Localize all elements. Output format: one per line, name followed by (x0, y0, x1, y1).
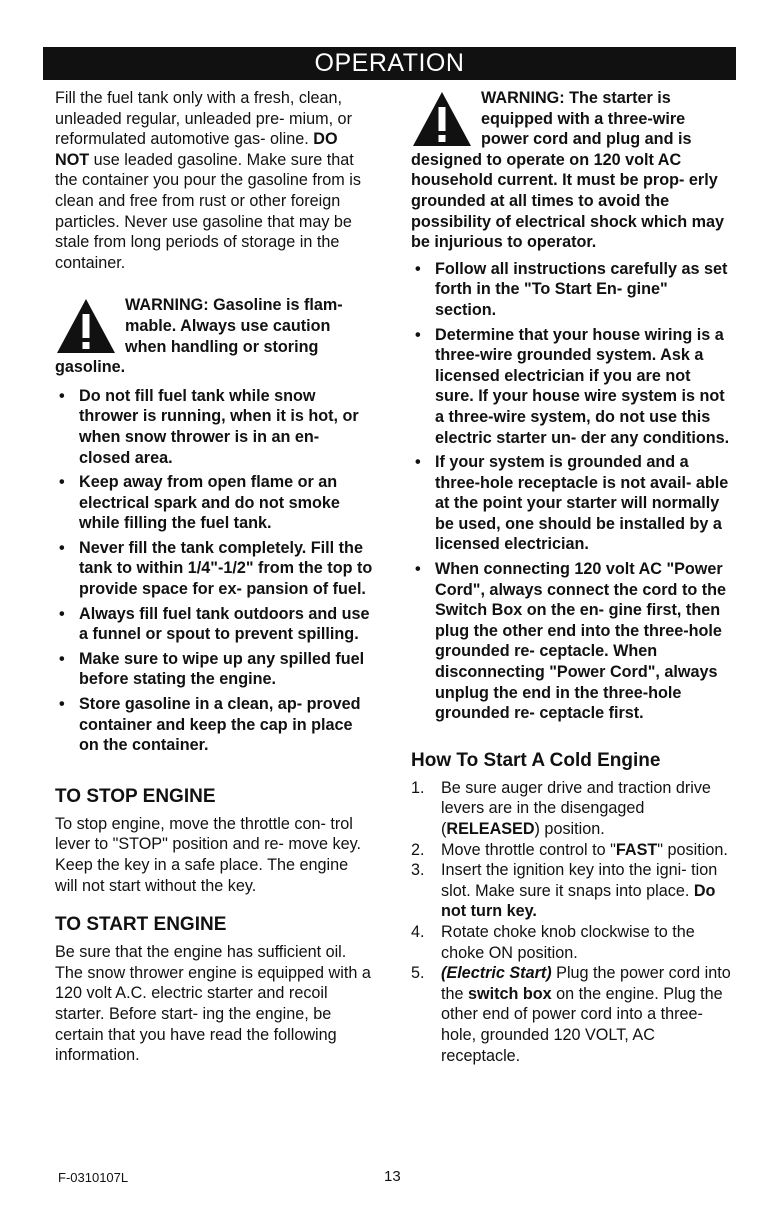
left-column (55, 88, 373, 1066)
step-item: 5. (Electric Start) Plug the power cord into the switch box on the engine. Plug the other end of power cord into a three-hole, grounded 120 VOLT, AC receptacle. (411, 964, 731, 1065)
electrical-safety-list (411, 259, 733, 724)
gasoline-warning (55, 295, 373, 377)
cold-start-steps (411, 778, 733, 1066)
document-code: F-0310107L (58, 1170, 129, 1185)
start-engine-text: Be sure that the engine has sufficient oil. The snow thrower engine is equipped with a 120 volt A.C. electric starter and recoil starter. Before start- ing the engine, be certain that you have read the following information. (55, 943, 371, 1065)
page-title: OPERATION (314, 49, 465, 77)
right-column (411, 88, 733, 1066)
starter-warning (411, 88, 733, 253)
stop-engine-heading: TO STOP ENGINE (55, 785, 216, 807)
list-item: • If your system is grounded and a three-hole receptacle is not avail- able at the point your starter will normally be used, one should be installed by a licensed electrician. (411, 452, 733, 555)
warning-triangle-icon (411, 90, 473, 148)
step-item: 3. Insert the ignition key into the igni- tion slot. Make sure it snaps into place. Do not turn key. (411, 861, 718, 921)
step-item: 2. Move throttle control to "FAST" position. (411, 840, 728, 859)
step-item: 4. Rotate choke knob clockwise to the choke ON position. (411, 922, 695, 962)
list-item: • Determine that your house wiring is a three-wire grounded system. Ask a licensed electrician if you are not sure. If your house wire system is not a three-wire system, do not use this electric starter un- der any conditions. (411, 325, 733, 449)
list-item: • Follow all instructions carefully as set forth in the "To Start En- gine" section. (411, 259, 733, 321)
start-engine-heading: TO START ENGINE (55, 914, 227, 936)
starter-warning-text: WARNING: The starter is equipped with a three-wire power cord and plug and is designed to operate on 120 volt AC household current. It must be prop- erly grounded at all times to avoid the possibility of electrical shock which may be injurious to operator. (411, 89, 725, 252)
list-item: • Never fill the tank completely. Fill the tank to within 1/4"-1/2" from the top to provide space for ex- pansion of fuel. (55, 538, 373, 600)
warning-triangle-icon (55, 297, 117, 355)
list-item: • Keep away from open flame or an electrical spark and do not smoke while filling the fuel tank. (55, 472, 373, 534)
step-item: 1. Be sure auger drive and traction drive levers are in the disengaged (RELEASED) position. (411, 778, 711, 838)
list-item: • Always fill fuel tank outdoors and use a funnel or spout to prevent spilling. (55, 604, 373, 645)
list-item: • Store gasoline in a clean, ap- proved container and keep the cap in place on the container. (55, 694, 373, 756)
cold-engine-heading: How To Start A Cold Engine (411, 749, 661, 771)
list-item: • Make sure to wipe up any spilled fuel before stating the engine. (55, 649, 373, 690)
fuel-safety-list (55, 386, 373, 756)
section-title-bar (43, 47, 736, 80)
gasoline-warning-text: WARNING: Gasoline is flam- mable. Always use caution when handling or storing gasoline. (55, 296, 343, 377)
page-number: 13 (384, 1168, 401, 1185)
list-item: • Do not fill fuel tank while snow thrower is running, when it is hot, or when snow thrower is in an en- closed area. (55, 386, 373, 468)
list-item: • When connecting 120 volt AC "Power Cord", always connect the cord to the Switch Box on the en- gine first, then plug the other end into the three-hole grounded re- ceptacle. When disconnecting "Power Cord", always unplug the end in the three-hole grounded re- ceptacle first. (411, 559, 733, 724)
stop-engine-text: To stop engine, move the throttle con- trol lever to "STOP" position and re- move key. Keep the key in a safe place. The engine will not start without the key. (55, 814, 361, 895)
fuel-intro-paragraph: Fill the fuel tank only with a fresh, clean, unleaded regular, unleaded pre- mium, or reformulated automotive gas- oline. DO NOT use leaded gasoline. Make sure that the container you pour the gasoline from is clean and free from rust or other foreign particles. Never use gasoline that may be stale from long periods of storage in the container. (55, 89, 361, 272)
